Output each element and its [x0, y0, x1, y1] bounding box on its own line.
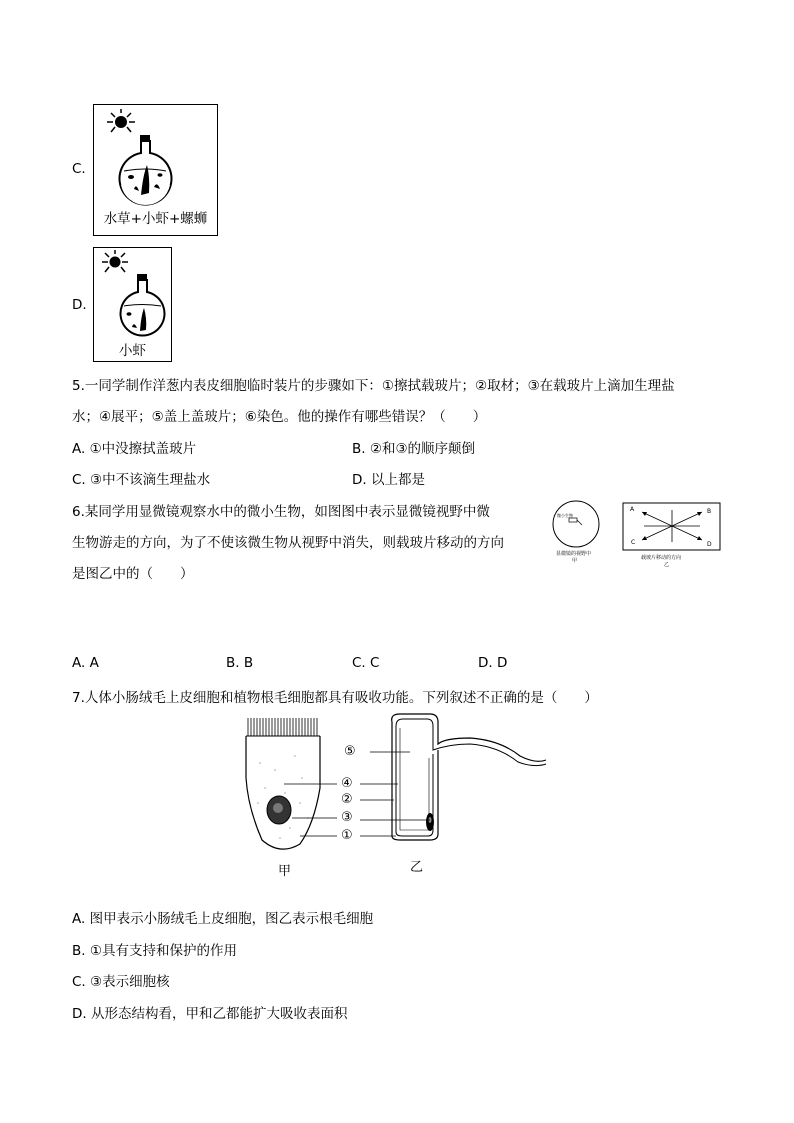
- q6-fig-yi-letter-a: A: [630, 506, 635, 513]
- q5-stem-line1: 5.一同学制作洋葱内表皮细胞临时装片的步骤如下：①擦拭载玻片；②取材；③在载玻片上滴加生理盐: [72, 378, 675, 394]
- microscope-field-circle: [547, 500, 607, 550]
- q7-option-a[interactable]: A. 图甲表示小肠绒毛上皮细胞，图乙表示根毛细胞: [72, 911, 374, 927]
- q4-option-d-caption: 小虾: [119, 343, 146, 359]
- flask-icon: [121, 274, 165, 336]
- q5-option-c[interactable]: C. ③中不该滴生理盐水: [72, 472, 211, 488]
- q5-stem-line2: 水；④展平；⑤盖上盖玻片；⑥染色。他的操作有哪些错误？（ ）: [72, 409, 487, 425]
- q5-option-d[interactable]: D. 以上都是: [352, 472, 425, 488]
- q6-fig-yi-letter-d: D: [707, 541, 712, 548]
- q7-label-3: ③: [341, 810, 353, 825]
- q7-stem: 7.人体小肠绒毛上皮细胞和植物根毛细胞都具有吸收功能。下列叙述不正确的是（ ）: [72, 690, 598, 706]
- q7-option-b[interactable]: B. ①具有支持和保护的作用: [72, 943, 237, 959]
- intestinal-cell-illustration: [246, 718, 320, 849]
- q6-option-d[interactable]: D. D: [478, 655, 508, 671]
- q6-figure-yi: [622, 502, 722, 568]
- sun-icon: [107, 109, 135, 132]
- q7-option-d[interactable]: D. 从形态结构看，甲和乙都能扩大吸收表面积: [72, 1006, 348, 1022]
- q4-option-d-figure: [93, 247, 172, 362]
- q5-option-a[interactable]: A. ①中没擦拭盖玻片: [72, 441, 197, 457]
- q6-option-b[interactable]: B. B: [226, 655, 254, 671]
- root-hair-cell-illustration: [392, 714, 546, 840]
- q4-option-d-letter: D.: [72, 297, 87, 313]
- q6-stem-line2: 生物游走的方向，为了不使该微生物从视野中消失，则载玻片移动的方向: [72, 535, 504, 551]
- q7-label-5: ⑤: [344, 744, 356, 759]
- q6-stem-line1: 6.某同学用显微镜观察水中的微小生物，如图图中表示显微镜视野中微: [72, 504, 490, 520]
- q7-label-2: ②: [341, 792, 353, 807]
- flask-icon: [120, 135, 172, 205]
- q6-fig-yi-letter-b: B: [707, 508, 712, 515]
- flask-with-sun-illustration: [94, 105, 217, 215]
- q6-fig-yi-label: 载玻片移动的方向: [641, 555, 682, 561]
- q7-option-c[interactable]: C. ③表示细胞核: [72, 974, 170, 990]
- q7-label-1: ①: [341, 828, 353, 843]
- q5-option-b[interactable]: B. ②和③的顺序颠倒: [352, 441, 476, 457]
- q4-option-c-figure: [93, 104, 218, 236]
- q4-option-c-caption: 水草+小虾+螺蛳: [103, 211, 208, 227]
- flask-with-sun-illustration: [94, 248, 171, 338]
- q6-option-c[interactable]: C. C: [352, 655, 380, 671]
- q6-fig-jia-label: 显微镜的视野中: [556, 551, 592, 557]
- q7-fig-yi-label: 乙: [410, 860, 424, 875]
- q6-option-a[interactable]: A. A: [72, 655, 99, 671]
- q6-fig-yi-sub: 乙: [664, 562, 670, 568]
- q6-fig-jia-center-text: 微小生物: [557, 513, 573, 518]
- sun-icon: [102, 250, 128, 272]
- q6-figure-jia: [547, 500, 607, 566]
- q7-figure: [240, 708, 560, 880]
- q7-label-4: ④: [341, 776, 353, 791]
- q6-fig-jia-sub: 甲: [572, 558, 578, 564]
- q6-stem-line3: 是图乙中的（ ）: [72, 566, 194, 582]
- q4-option-c-letter: C.: [72, 161, 86, 177]
- q6-fig-yi-letter-c: C: [631, 539, 636, 546]
- q7-fig-jia-label: 甲: [278, 864, 292, 879]
- cell-diagram: [240, 708, 560, 880]
